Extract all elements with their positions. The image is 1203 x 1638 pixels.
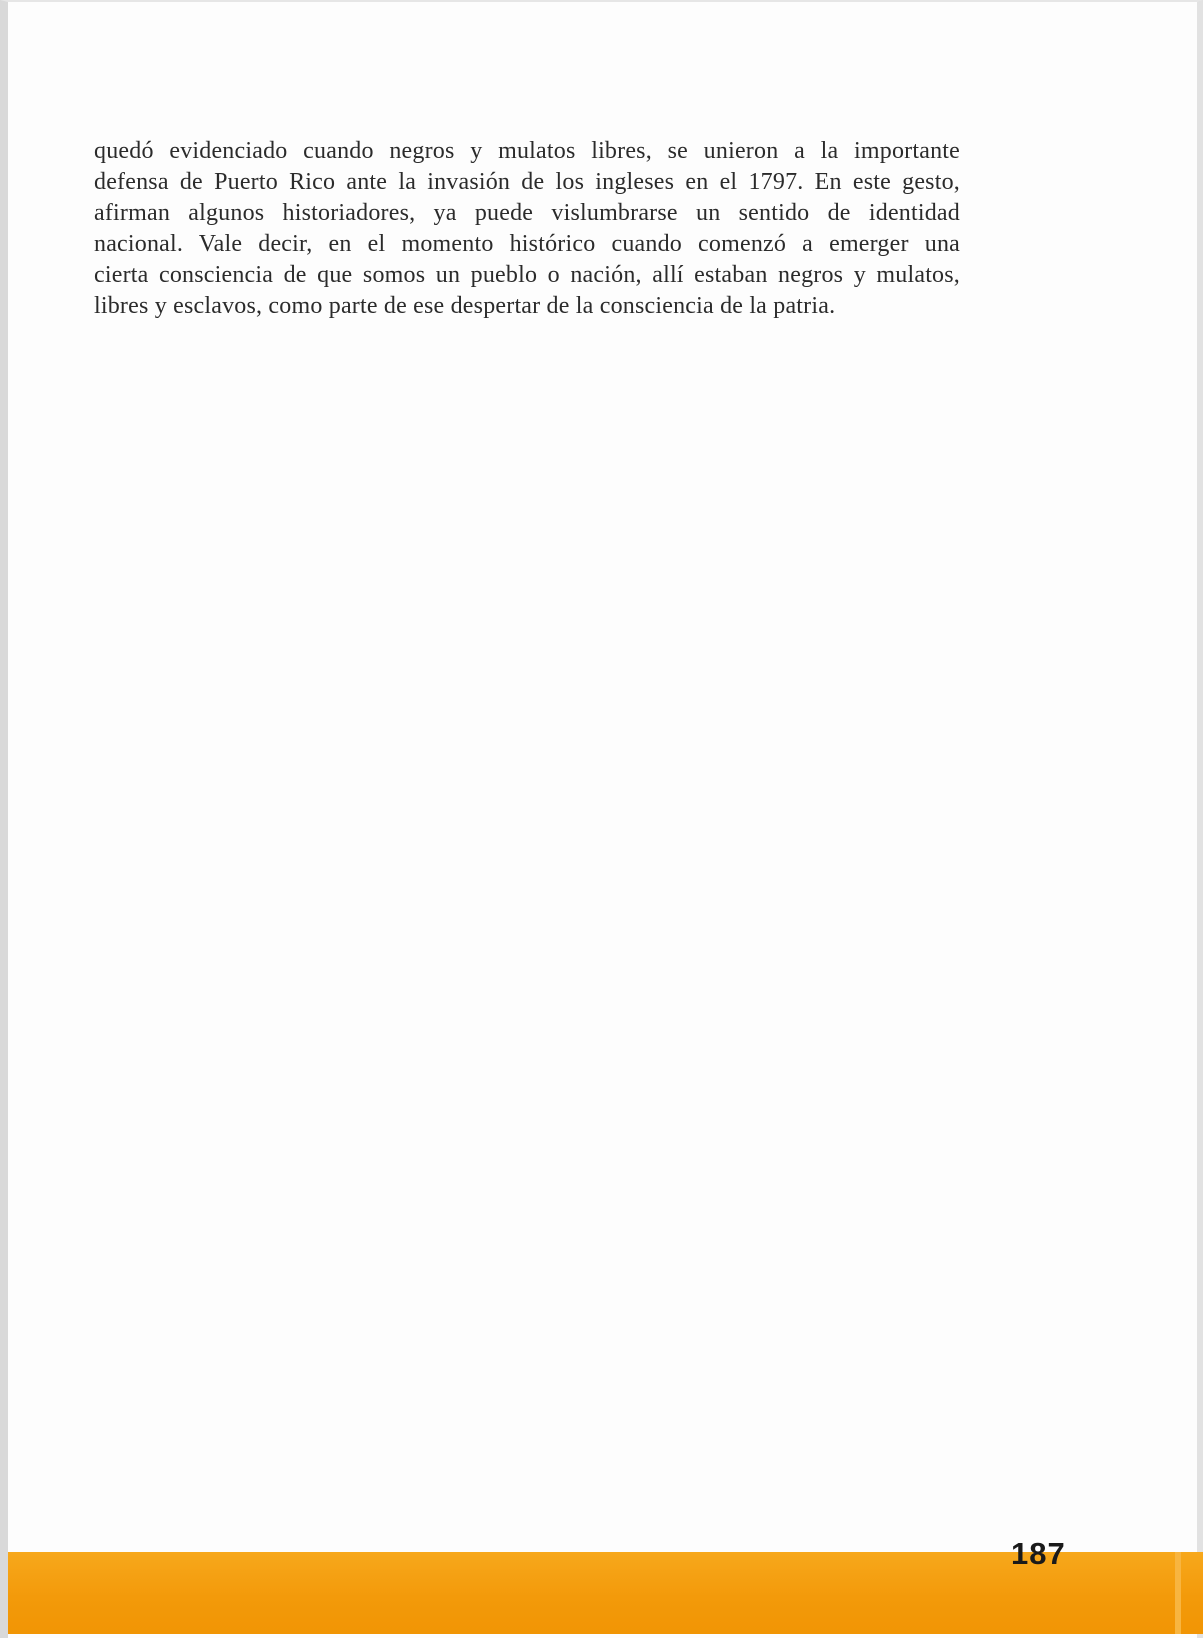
paragraph-line-4: nacional. Vale decir, en el momento histórico cuando comenzó a emerger una [94,231,960,257]
paragraph-line-3: afirman algunos historiadores, ya puede vislumbrarse un sentido de identidad [94,200,960,226]
paragraph-line-1: quedó evidenciado cuando negros y mulatos libres, se unieron a la importante [94,138,960,164]
paragraph-line-5: cierta consciencia de que somos un pueblo o nación, allí estaban negros y mulatos, [94,262,960,288]
paragraph-line-2: defensa de Puerto Rico ante la invasión de los ingleses en el 1797. En este gesto, [94,169,960,195]
page-number: 187 [1011,1536,1066,1571]
paragraph-line-6: libres y esclavos, como parte de ese despertar de la consciencia de la patria. [94,293,836,319]
footer-bar-edge [1175,1552,1181,1634]
body-paragraph [94,136,960,322]
